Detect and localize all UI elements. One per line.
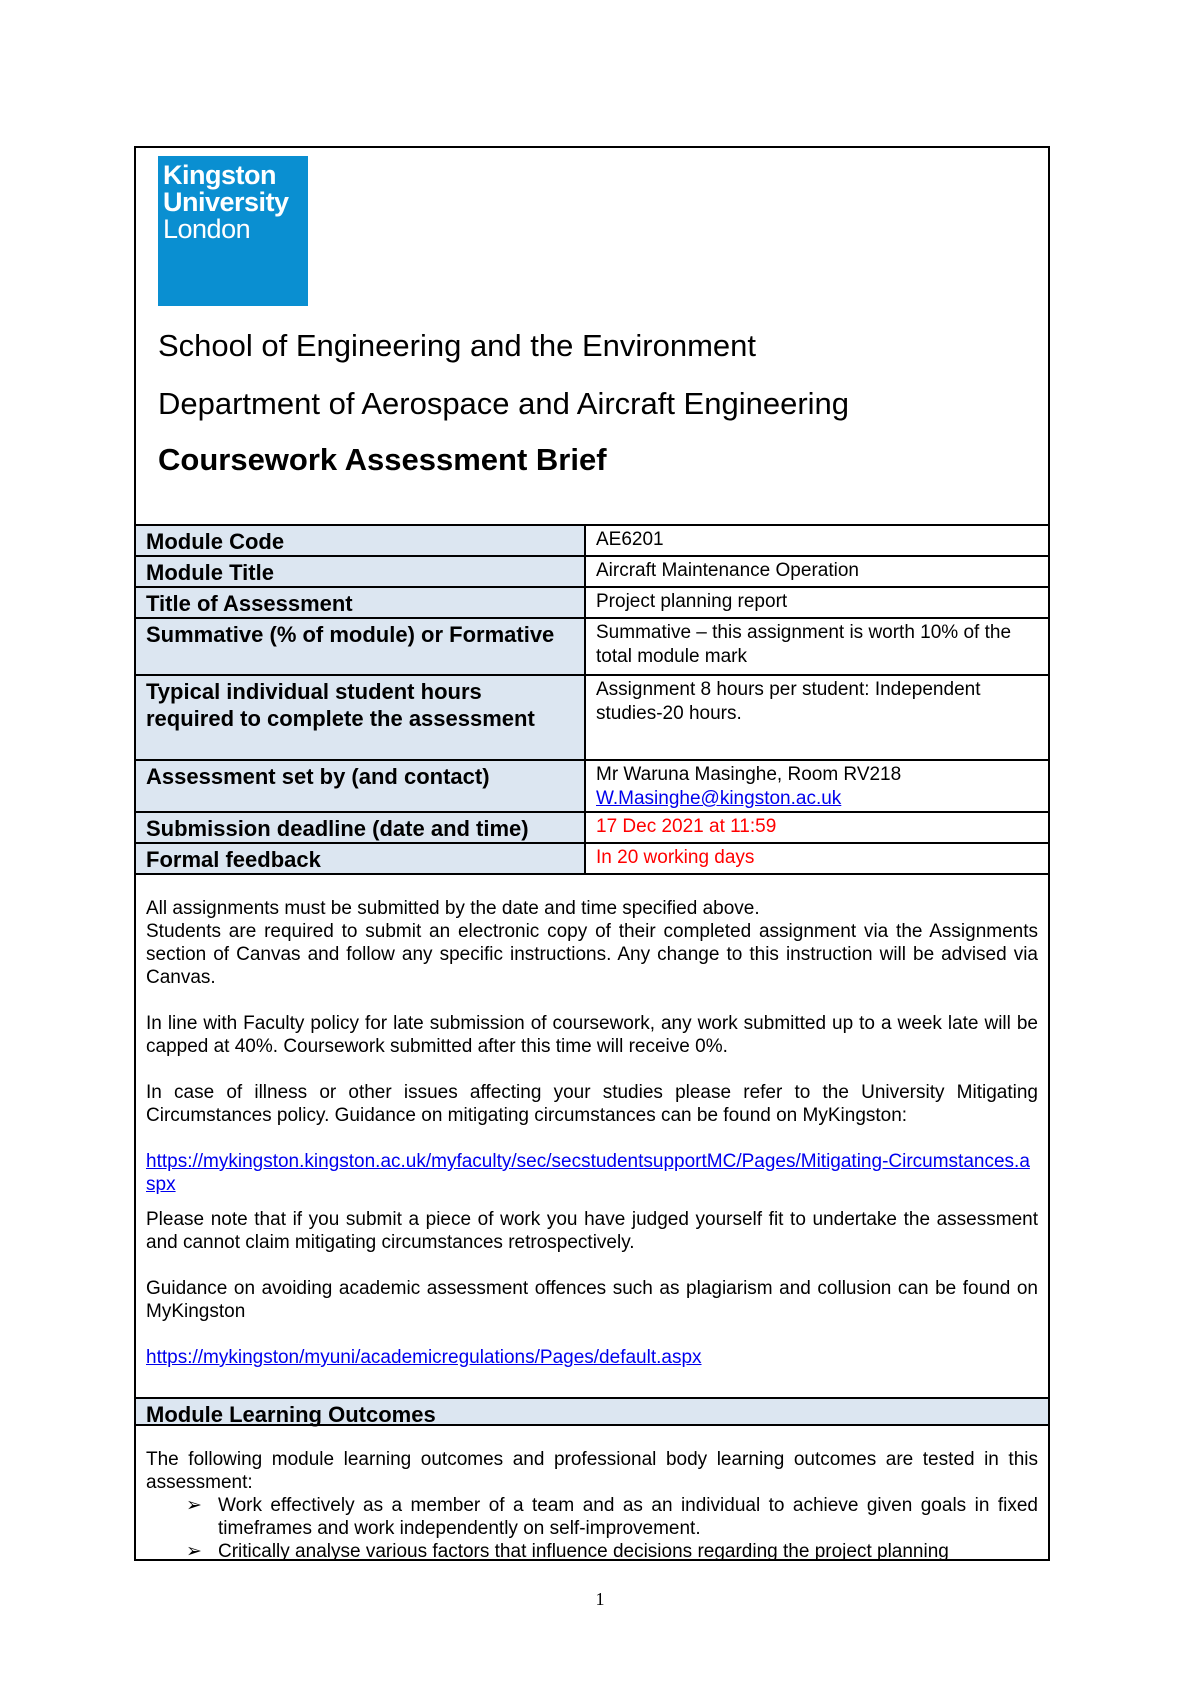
deadline-value: 17 Dec 2021 at 11:59 [585,812,1048,843]
learning-outcomes-list [146,1494,1038,1563]
module-title-value: Aircraft Maintenance Operation [585,556,1048,587]
instruction-paragraph: In line with Faculty policy for late submission of coursework, any work submitted up to a week late will be capped at 40%. Coursework submitted after this time will receive 0%. [146,1013,1038,1057]
set-by-value [585,760,1048,812]
summative-value: Summative – this assignment is worth 10% of the total module mark [585,618,1048,675]
table-row [136,760,1048,812]
document-title: Coursework Assessment Brief [158,442,607,477]
kingston-logo [158,156,308,306]
table-row [136,843,1048,874]
instruction-paragraph: Students are required to submit an electronic copy of their completed assignment via the Assignments section of Canvas and follow any specific instructions. Any change to this instruction will be advised via Canvas. [146,921,1038,988]
assessment-info-table [136,526,1048,875]
school-name: School of Engineering and the Environment [158,328,757,363]
list-item [186,1540,1038,1563]
logo-line-1: Kingston [163,160,276,190]
instruction-paragraph: Guidance on avoiding academic assessment offences such as plagiarism and collusion can be found on MyKingston [146,1278,1038,1322]
assessment-title-label: Title of Assessment [136,587,585,618]
set-by-name: Mr Waruna Masinghe, Room RV218 [596,764,902,785]
arrow-bullet-icon: ➢ [186,1541,202,1562]
brief-frame [134,146,1050,1561]
mitigating-circumstances-link[interactable]: https://mykingston.kingston.ac.uk/myfaculty/sec/secstudentsupportMC/Pages/Mitigating-Circumstances.aspx [146,1151,1030,1195]
learning-outcomes-intro: The following module learning outcomes and professional body learning outcomes are tested in this assessment: [146,1449,1038,1493]
table-row [136,618,1048,675]
academic-regulations-link[interactable]: https://mykingston/myuni/academicregulations/Pages/default.aspx [146,1347,702,1368]
table-row [136,812,1048,843]
instruction-paragraph: In case of illness or other issues affecting your studies please refer to the University Mitigating Circumstances policy. Guidance on mitigating circumstances can be found on MyKingston: [146,1082,1038,1126]
outcome-text: Work effectively as a member of a team and as an individual to achieve given goals in fixed timeframes and work independently on self-improvement. [218,1495,1038,1539]
table-row [136,526,1048,556]
feedback-label: Formal feedback [136,843,585,874]
page-number: 1 [595,1589,605,1609]
instruction-paragraph: All assignments must be submitted by the date and time specified above. [146,898,760,919]
learning-outcomes-heading: Module Learning Outcomes [136,1397,1048,1426]
logo-line-2: University [163,187,289,217]
module-code-label: Module Code [136,526,585,556]
instructions-section [136,875,1048,1397]
table-row [136,556,1048,587]
module-title-label: Module Title [136,556,585,587]
module-code-value: AE6201 [585,526,1048,556]
contact-email-link[interactable]: W.Masinghe@kingston.ac.uk [596,788,842,809]
department-name: Department of Aerospace and Aircraft Engineering [158,386,850,421]
arrow-bullet-icon: ➢ [186,1495,202,1516]
hours-label: Typical individual student hours required to complete the assessment [136,675,585,760]
instruction-paragraph: Please note that if you submit a piece of work you have judged yourself fit to undertake the assessment and cannot claim mitigating circumstances retrospectively. [146,1209,1038,1253]
feedback-value: In 20 working days [585,843,1048,874]
learning-outcomes-section [136,1426,1048,1563]
summative-label: Summative (% of module) or Formative [136,618,585,675]
set-by-label: Assessment set by (and contact) [136,760,585,812]
outcome-text: Critically analyse various factors that influence decisions regarding the project planning [218,1541,949,1562]
hours-value: Assignment 8 hours per student: Independent studies-20 hours. [585,675,1048,760]
table-row [136,675,1048,760]
deadline-label: Submission deadline (date and time) [136,812,585,843]
table-row [136,587,1048,618]
logo-line-3: London [163,214,251,244]
list-item [186,1494,1038,1540]
header-section [136,148,1048,526]
assessment-title-value: Project planning report [585,587,1048,618]
